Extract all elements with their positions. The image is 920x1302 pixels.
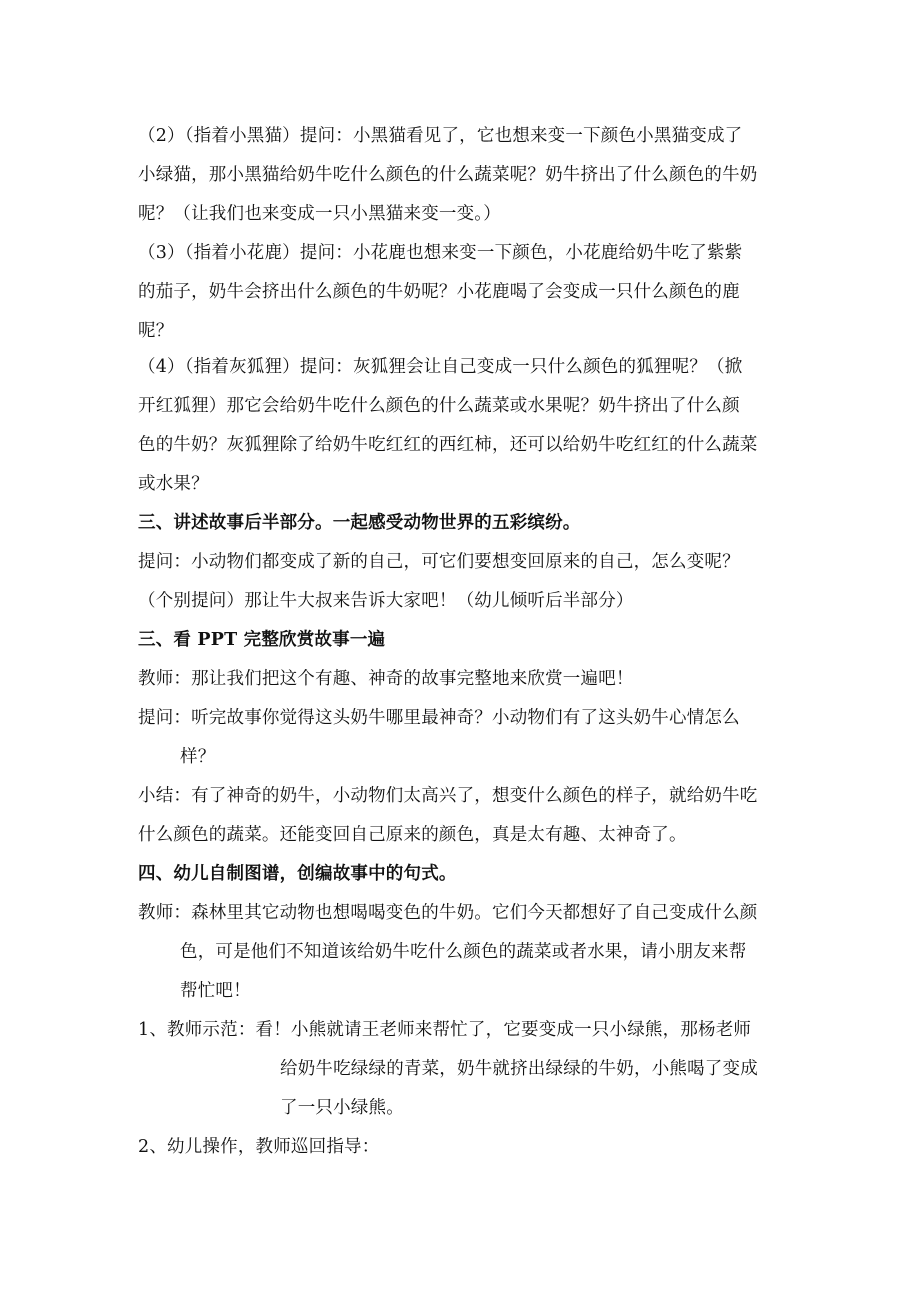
text-line: 的茄子，奶牛会挤出什么颜色的牛奶呢？小花鹿喝了会变成一只什么颜色的鹿 (138, 282, 740, 302)
text-line: 呢？ (138, 321, 174, 341)
text-line: 什么颜色的蔬菜。还能变回自己原来的颜色，真是太有趣、太神奇了。 (138, 825, 687, 845)
text-line: 了一只小绿熊。 (280, 1098, 404, 1118)
text-line: 1、教师示范：看！小熊就请王老师来帮忙了，它要变成一只小绿熊，那杨老师 (138, 1020, 752, 1040)
text-line: 帮忙吧！ (180, 981, 251, 1001)
text-line: 提问：听完故事你觉得这头奶牛哪里最神奇？小动物们有了这头奶牛心情怎么 (138, 708, 740, 728)
text-line: （4）（指着灰狐狸）提问：灰狐狸会让自己变成一只什么颜色的狐狸呢？（掀 (138, 357, 743, 377)
text-line: 或水果？ (138, 474, 209, 494)
text-line: 小结：有了神奇的奶牛，小动物们太高兴了，想变什么颜色的样子，就给奶牛吃 (138, 786, 758, 806)
text-line: （3）（指着小花鹿）提问：小花鹿也想来变一下颜色，小花鹿给奶牛吃了紫紫 (138, 243, 743, 263)
section-heading: 三、看 PPT 完整欣赏故事一遍 (138, 630, 386, 650)
section-heading: 三、讲述故事后半部分。一起感受动物世界的五彩缤纷。 (138, 513, 581, 533)
text-line: 教师：森林里其它动物也想喝喝变色的牛奶。它们今天都想好了自己变成什么颜 (138, 903, 758, 923)
text-line: 给奶牛吃绿绿的青菜，奶牛就挤出绿绿的牛奶，小熊喝了变成 (280, 1059, 758, 1079)
text-line: 色的牛奶？灰狐狸除了给奶牛吃红红的西红柿，还可以给奶牛吃红红的什么蔬菜 (138, 435, 758, 455)
section-heading: 四、幼儿自制图谱，创编故事中的句式。 (138, 864, 457, 884)
text-line: 色，可是他们不知道该给奶牛吃什么颜色的蔬菜或者水果，请小朋友来帮 (180, 942, 747, 962)
teacher-line: 教师：那让我们把这个有趣、神奇的故事完整地来欣赏一遍吧！ (138, 669, 634, 689)
text-line: 提问：小动物们都变成了新的自己，可它们要想变回原来的自己，怎么变呢？ (138, 552, 740, 572)
text-line: （2）（指着小黑猫）提问：小黑猫看见了，它也想来变一下颜色小黑猫变成了 (138, 126, 743, 146)
text-line: 小绿猫，那小黑猫给奶牛吃什么颜色的什么蔬菜呢？奶牛挤出了什么颜色的牛奶 (138, 165, 758, 185)
text-line: 呢？（让我们也来变成一只小黑猫来变一变。） (138, 204, 501, 224)
text-line: 样？ (180, 747, 216, 767)
step-2-line: 2、幼儿操作，教师巡回指导： (138, 1137, 380, 1157)
text-line: （个别提问）那让牛大叔来告诉大家吧！（幼儿倾听后半部分） (138, 591, 634, 611)
text-line: 开红狐狸）那它会给奶牛吃什么颜色的什么蔬菜或水果呢？奶牛挤出了什么颜 (138, 396, 740, 416)
